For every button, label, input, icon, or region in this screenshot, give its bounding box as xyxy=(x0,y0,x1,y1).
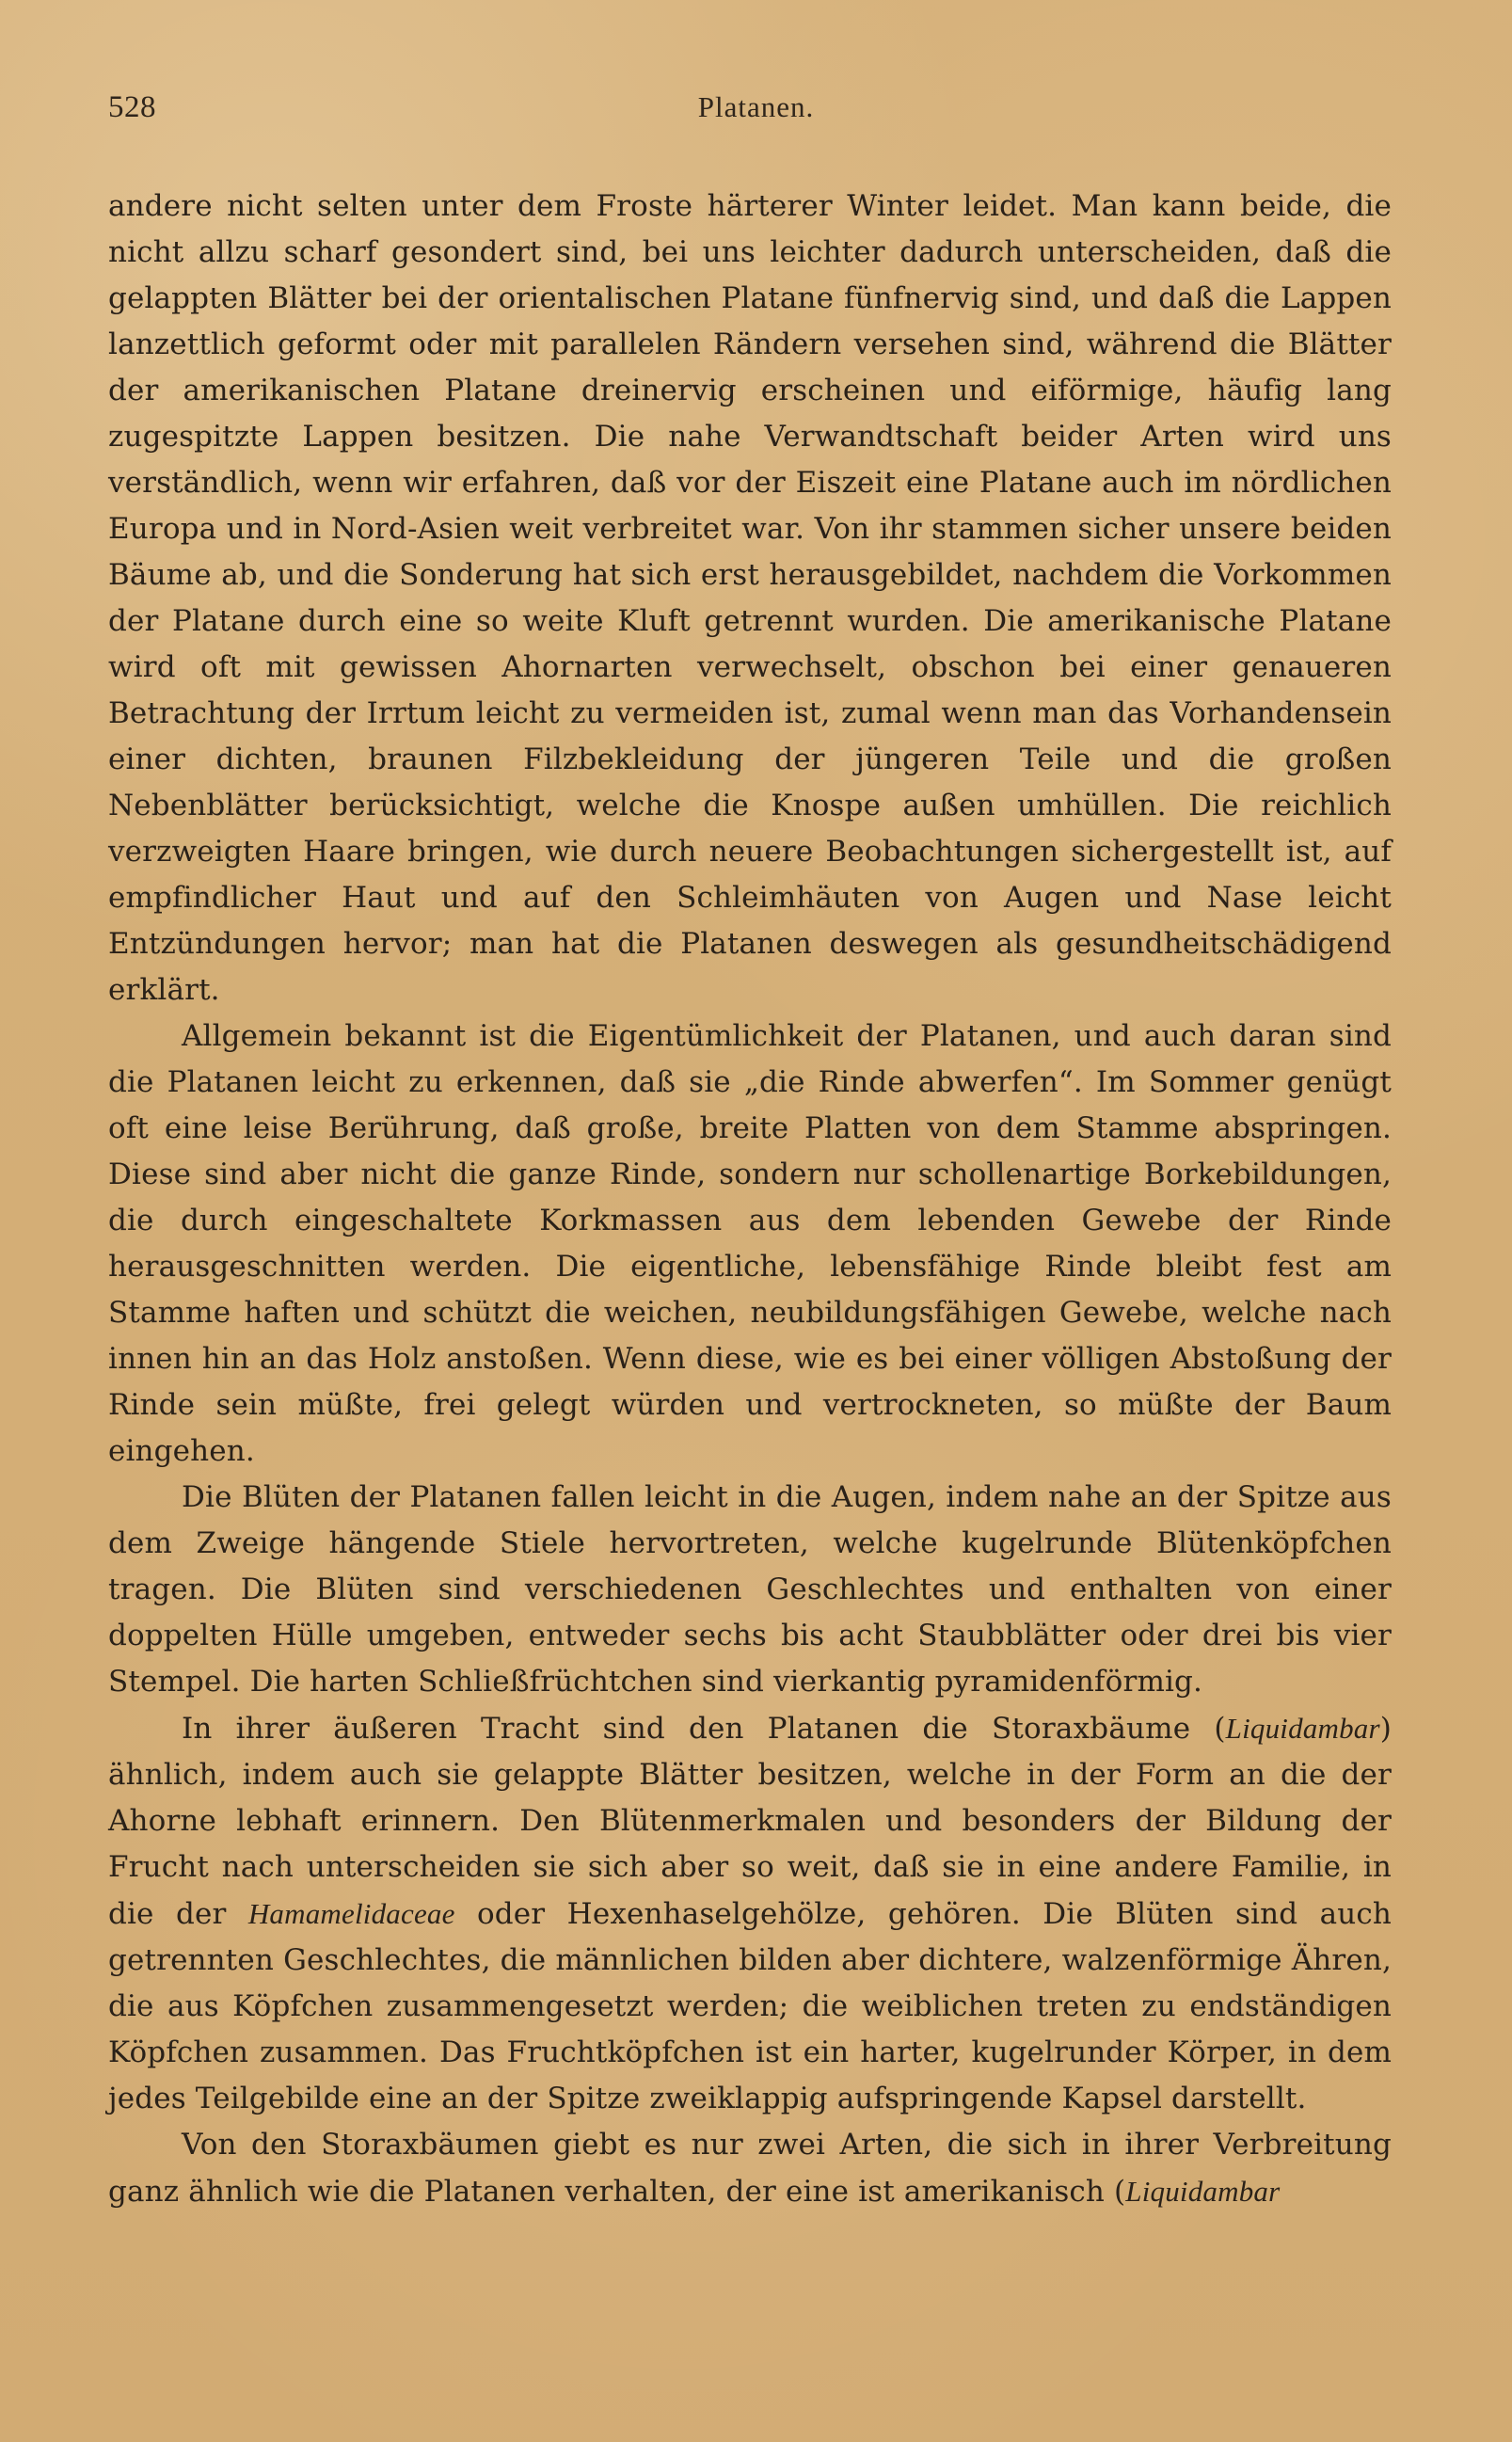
liquidambar-name: Liquidambar xyxy=(1225,1712,1380,1745)
page-number: 528 xyxy=(108,90,156,124)
running-title: Platanen. xyxy=(697,90,815,123)
paragraph-3: Die Blüten der Platanen fallen leicht in die Augen, indem nahe an der Spitze aus dem Zweige hängende Stiele hervortreten, welche kugelrunde Blütenköpfchen tragen. Die Blüten sind verschiedenen Geschlechtes und enthalten von einer doppelten Hülle umgeben, entweder sechs bis acht Staubblätter oder drei bis vier Stempel. Die harten Schließfrüchtchen sind vierkantig pyramidenförmig. xyxy=(108,1480,1392,1699)
paragraph-2: Allgemein bekannt ist die Eigentümlichkeit der Platanen, und auch daran sind die Platanen leicht zu erkennen, daß sie „die Rinde abwerfen“. Im Sommer genügt oft eine leise Berührung, daß große, breite Platten von dem Stamme abspringen. Diese sind aber nicht die ganze Rinde, sondern nur schollenartige Borkebildungen, die durch eingeschaltete Korkmassen aus dem lebenden Gewebe der Rinde herausgeschnitten werden. Die eigentliche, lebensfähige Rinde bleibt fest am Stamme haften und schützt die weichen, neubildungsfähigen Gewebe, welche nach innen hin an das Holz anstoßen. Wenn diese, wie es bei einer völligen Abstoßung der Rinde sein müßte, frei gelegt würden und vertrockneten, so müßte der Baum eingehen. xyxy=(108,1019,1392,1468)
storax-trees-term-2: Storaxbäumen xyxy=(321,2128,539,2162)
paragraph-5-text-1: Von den xyxy=(182,2128,322,2162)
page-header xyxy=(108,90,1404,134)
paragraph-4-text-2: ( xyxy=(1190,1712,1226,1746)
storax-trees-term: Storaxbäume xyxy=(991,1712,1191,1746)
paragraph-5 xyxy=(108,2122,1392,2215)
paragraph-4-text-4: oder Hexenhaselgehölze, gehören. Die Blüten sind auch getrennten Geschlechtes, die männlichen bilden aber dichtere, walzenförmige Ähren, die aus Köpfchen zusammengesetzt werden; die weiblichen treten zu endständigen Köpfchen zusammen. Das Fruchtköpfchen ist ein harter, kugelrunder Körper, in dem jedes Teilgebilde eine an der Spitze zweiklappig aufspringende Kapsel darstellt. xyxy=(108,1897,1392,2115)
liquidambar-name-2: Liquidambar xyxy=(1125,2175,1281,2208)
hamamelidaceae-name: Hamamelidaceae xyxy=(247,1897,455,1930)
paragraph-1: andere nicht selten unter dem Froste härterer Winter leidet. Man kann beide, die nicht allzu scharf gesondert sind, bei uns leichter dadurch unterscheiden, daß die gelappten Blätter bei der orientalischen Platane fünfnervig sind, und daß die Lappen lanzettlich geformt oder mit parallelen Rändern versehen sind, während die Blätter der amerikanischen Platane dreinervig erscheinen und eiförmige, häufig lang zugespitzte Lappen besitzen. Die nahe Verwandtschaft beider Arten wird uns verständlich, wenn wir erfahren, daß vor der Eiszeit eine Platane auch im nördlichen Europa und in Nord-Asien weit verbreitet war. Von ihr stammen sicher unsere beiden Bäume ab, und die Sonderung hat sich erst herausgebildet, nachdem die Vorkommen der Platane durch eine so weite Kluft getrennt wurden. Die amerikanische Platane wird oft mit gewissen Ahornarten verwechselt, obschon bei einer genaueren Betrachtung der Irrtum leicht zu vermeiden ist, zumal wenn man das Vorhandensein einer dichten, braunen Filzbekleidung der jüngeren Teile und die großen Nebenblätter berücksichtigt, welche die Knospe außen umhüllen. Die reichlich verzweigten Haare bringen, wie durch neuere Beobachtungen sichergestellt ist, auf empfindlicher Haut und auf den Schleimhäuten von Augen und Nase leicht Entzündungen hervor; man hat die Platanen deswegen als gesundheitschädigend erklärt. xyxy=(108,189,1392,1007)
main-text xyxy=(108,184,1392,2215)
paragraph-4 xyxy=(108,1705,1392,2122)
paragraph-4-text-1: In ihrer äußeren Tracht sind den Platanen die xyxy=(182,1712,992,1746)
paragraph-5-text-2: giebt es nur zwei Arten, die sich in ihrer Verbreitung ganz ähnlich wie die Platanen verhalten, der eine ist amerikanisch ( xyxy=(108,2128,1392,2209)
paragraph-4-text-3: ) ähnlich, indem auch sie gelappte Blätter besitzen, welche in der Form an die der Ahorne lebhaft erinnern. Den Blütenmerkmalen und besonders der Bildung der Frucht nach unterscheiden sie sich aber so weit, daß sie in eine andere Familie, in die der xyxy=(108,1712,1393,1931)
